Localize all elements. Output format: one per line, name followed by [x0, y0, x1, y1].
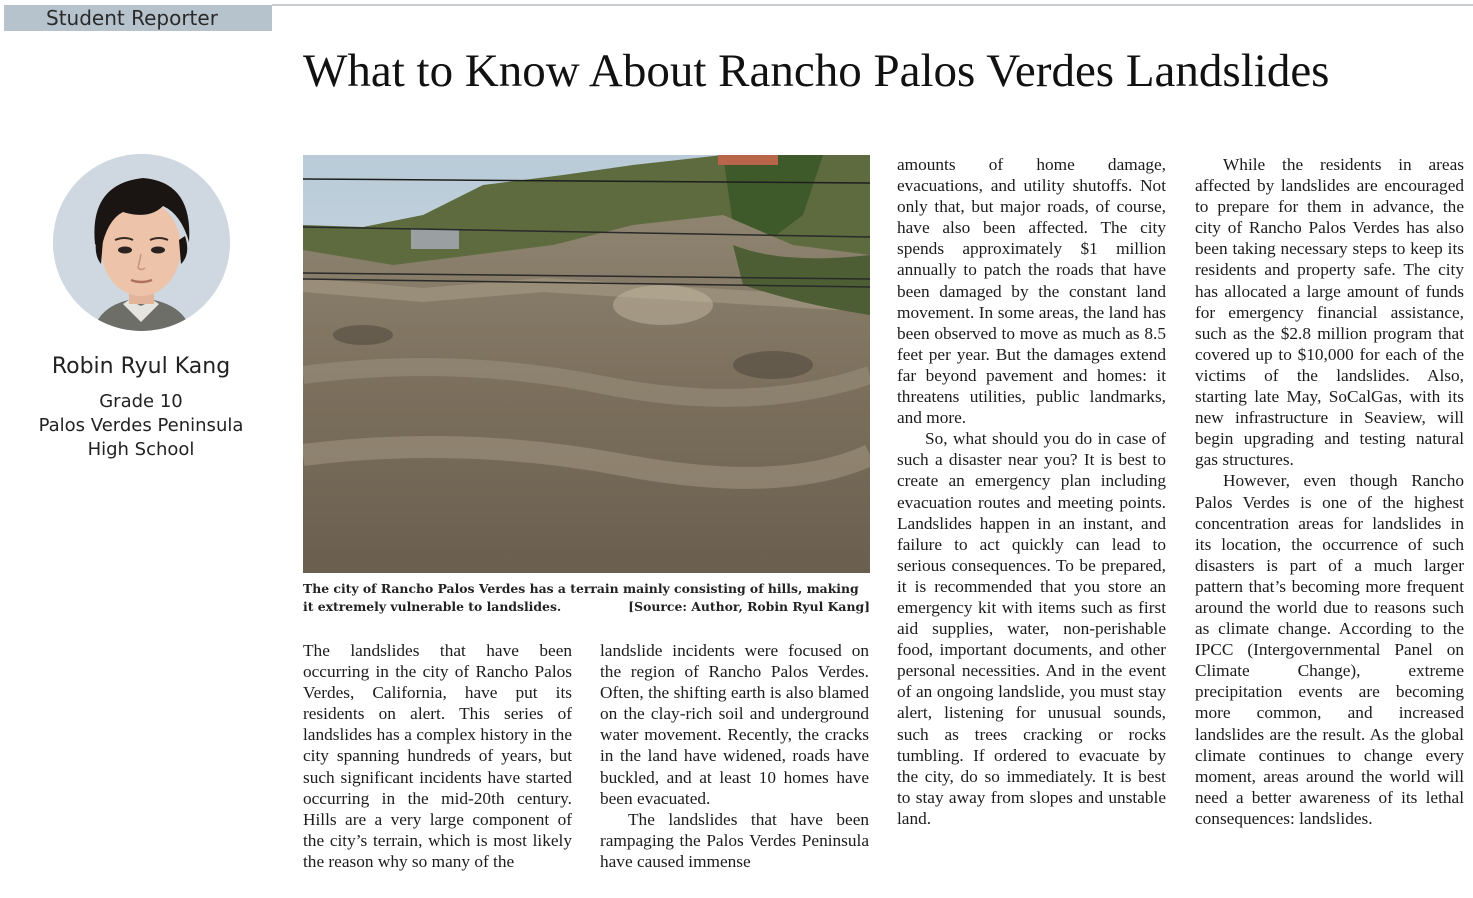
- photo-caption: [303, 580, 870, 616]
- article-column-1: [303, 640, 572, 872]
- paragraph: While the residents in areas affected by landslides are encouraged to prepare for them in advance, the city of Rancho Palos Verdes has also been taking necessary steps to keep its residents and property safe. The city has allocated a large amount of funds for emergency financial assistance, such as the $2.8 million program that covered up to $10,000 for each of the victims of the landslides. Also, starting late May, SoCalGas, with its new infrastructure in Seaview, will begin upgrading and testing natural gas structures.: [1195, 155, 1464, 470]
- headline: What to Know About Rancho Palos Verdes Landslides: [303, 45, 1330, 97]
- author-school: Palos Verdes Peninsula High School: [38, 415, 244, 460]
- paragraph: So, what should you do in case of such a disaster near you? It is best to create an emergency plan including evacuation routes and meeting points. Landslides happen in an instant, and failure to act quickly can lead to serious consequences. To be prepared, it is recommended that you store an emergency kit with items such as first aid supplies, water, non-perishable food, important documents, and other personal necessities. And in the event of an ongoing landslide, you must stay alert, listening for unusual sounds, such as trees cracking or rocks tumbling. If ordered to evacuate by the city, do so immediately. It is best to stay away from slopes and unstable land.: [897, 429, 1166, 828]
- article-column-3: [897, 154, 1166, 829]
- author-grade: Grade 10: [99, 391, 183, 412]
- hillside-photo: [303, 155, 870, 573]
- author-portrait: [53, 154, 230, 331]
- portrait-illustration: [53, 154, 230, 331]
- author-name: Robin Ryul Kang: [51, 354, 231, 379]
- article-column-2: [600, 640, 869, 872]
- photo-source: [Source: Author, Robin Ryul Kang]: [628, 599, 870, 614]
- top-rule: [272, 4, 1473, 6]
- section-label: Student Reporter: [4, 5, 272, 31]
- paragraph: amounts of home damage, evacuations, and utility shutoffs. Not only that, but major roads, of course, have also been affected. The city spends approximately $1 million annually to patch the roads that have been damaged by the constant land movement. In some areas, the land has been observed to move as much as 8.5 feet per year. But the damages extend far beyond pavement and homes: it threatens utilities, public landmarks, and more.: [897, 155, 1166, 428]
- paragraph: landslide incidents were focused on the region of Rancho Palos Verdes. Often, the shifting earth is also blamed on the clay-rich soil and underground water movement. Recently, the cracks in the land have widened, roads have buckled, and at least 10 homes have been evacuated.: [600, 641, 869, 808]
- paragraph: The landslides that have been occurring in the city of Rancho Palos Verdes, California, have put its residents on alert. This series of landslides has a complex history in the city spanning hundreds of years, but such significant incidents have started occurring in the mid-20th century. Hills are a very large component of the city’s terrain, which is most likely the reason why so many of the: [303, 641, 572, 871]
- paragraph: However, even though Rancho Palos Verdes is one of the highest concentration areas for landslides in its location, the occurrence of such disasters is part of a much larger pattern that’s becoming more frequent around the world due to reasons such as climate change. According to the IPCC (Intergovernmental Panel on Climate Change), extreme precipitation events are becoming more common, and increased landslides are the result. As the global climate continues to change every moment, areas around the world will need a better awareness of its lethal consequences: landslides.: [1195, 471, 1464, 828]
- caption-text: The city of Rancho Palos Verdes has a terrain mainly consisting of hills, making it extremely vulnerable to landslides.: [303, 581, 859, 614]
- hillside-landscape-illustration: [303, 155, 870, 573]
- paragraph: The landslides that have been rampaging the Palos Verdes Peninsula have caused immense: [600, 809, 869, 871]
- article-column-4: [1195, 154, 1464, 829]
